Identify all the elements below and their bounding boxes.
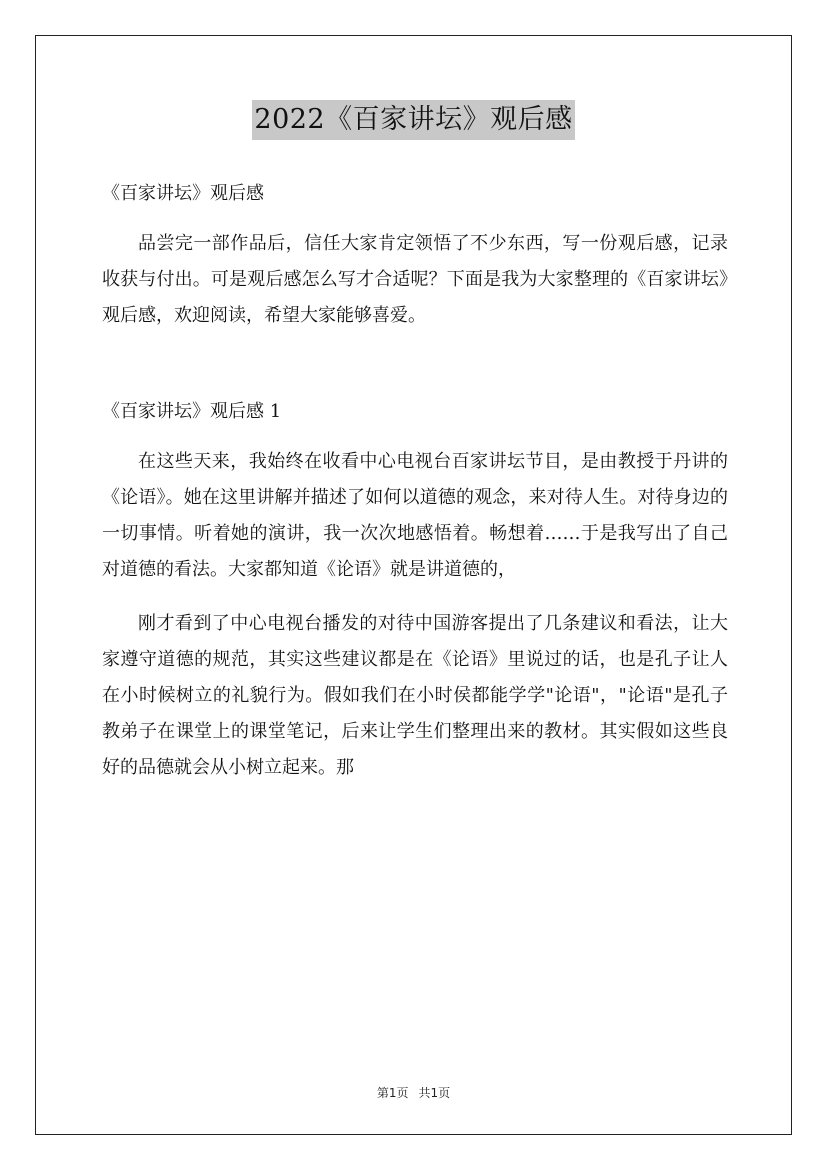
intro-heading: 《百家讲坛》观后感 xyxy=(102,183,264,204)
document-title: 2022《百家讲坛》观后感 xyxy=(252,100,574,140)
document-body xyxy=(102,176,728,786)
title-container xyxy=(0,100,827,140)
section1-heading: 《百家讲坛》观后感 1 xyxy=(102,401,282,422)
section1-paragraph-1: 在这些天来，我始终在收看中心电视台百家讲坛节目，是由教授于丹讲的《论语》。她在这里讲解并描述了如何以道德的观念，来对待人生。对待身边的一切事情。听着她的演讲，我一次次地感悟着。畅想着……于是我写出了自己对道德的看法。大家都知道《论语》就是讲道德的， xyxy=(102,451,728,580)
page-footer xyxy=(0,1084,827,1101)
intro-paragraph: 品尝完一部作品后，信任大家肯定领悟了不少东西，写一份观后感，记录收获与付出。可是观后感怎么写才合适呢？下面是我为大家整理的《百家讲坛》观后感，欢迎阅读，希望大家能够喜爱。 xyxy=(102,233,728,326)
page-number-current: 第1页 xyxy=(376,1086,409,1100)
section1-paragraph-2: 刚才看到了中心电视台播发的对待中国游客提出了几条建议和看法，让大家遵守道德的规范，其实这些建议都是在《论语》里说过的话，也是孔子让人在小时候树立的礼貌行为。假如我们在小时侯都能学学"论语"，"论语"是孔子教弟子在课堂上的课堂笔记，后来让学生们整理出来的教材。其实假如这些良好的品德就会从小树立起来。那 xyxy=(102,613,728,778)
page-number-total: 共1页 xyxy=(418,1086,451,1100)
